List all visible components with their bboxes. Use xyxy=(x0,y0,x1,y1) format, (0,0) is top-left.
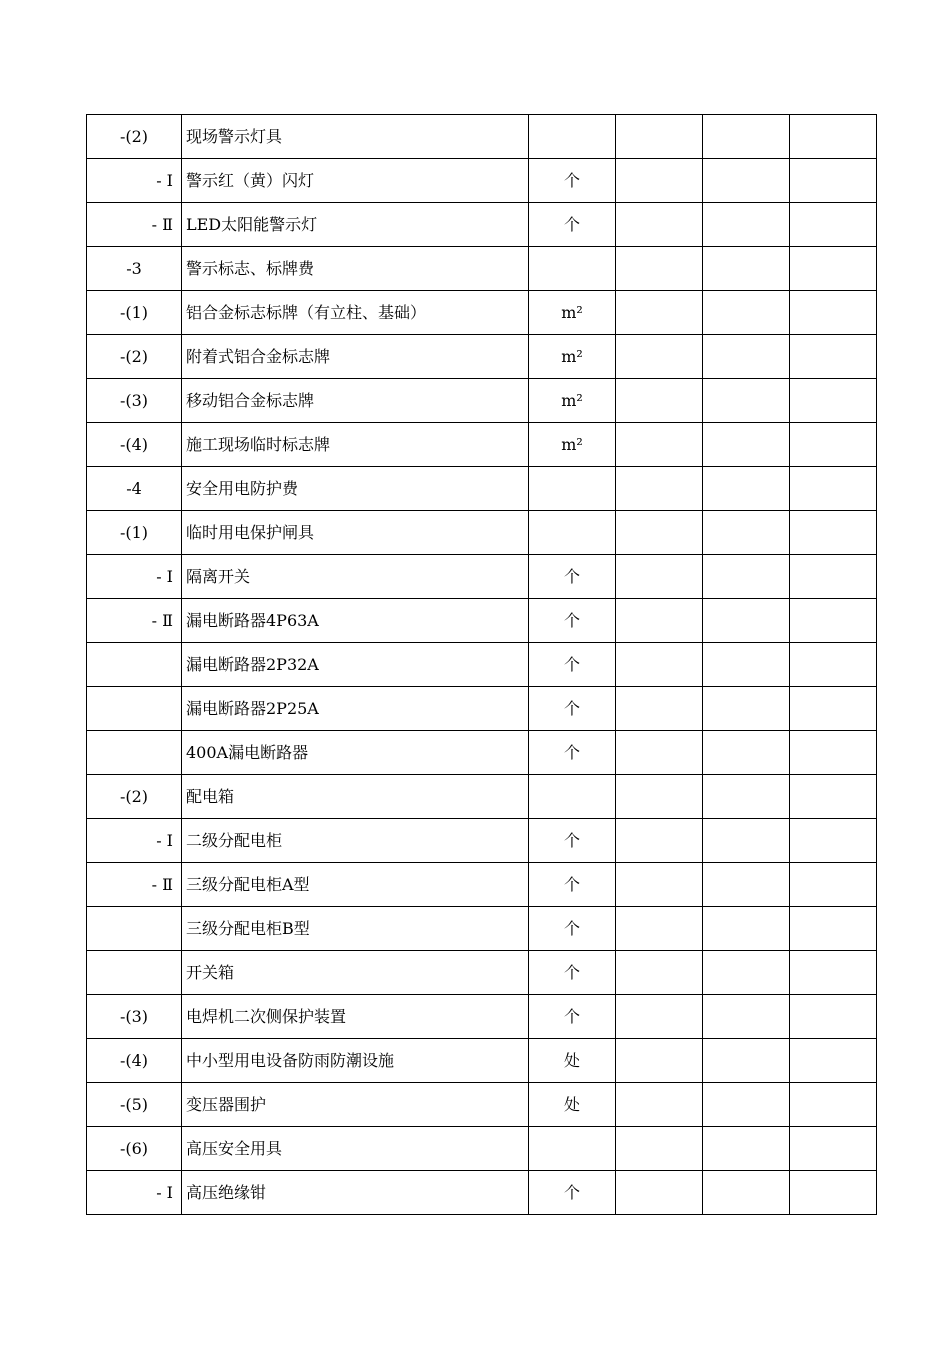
empty-cell xyxy=(703,775,790,819)
item-name: 变压器围护 xyxy=(182,1083,529,1127)
item-code: -(4) xyxy=(87,423,182,467)
table-row xyxy=(87,1039,877,1083)
item-code xyxy=(87,907,182,951)
item-unit: 个 xyxy=(529,555,616,599)
empty-cell xyxy=(616,643,703,687)
item-code: - Ⅱ xyxy=(87,863,182,907)
table-row xyxy=(87,819,877,863)
item-unit xyxy=(529,511,616,555)
table-row xyxy=(87,467,877,511)
empty-cell xyxy=(703,907,790,951)
empty-cell xyxy=(790,643,877,687)
empty-cell xyxy=(790,687,877,731)
item-name: 400A漏电断路器 xyxy=(182,731,529,775)
item-unit xyxy=(529,775,616,819)
item-name: 警示红（黄）闪灯 xyxy=(182,159,529,203)
empty-cell xyxy=(703,203,790,247)
item-unit: 个 xyxy=(529,687,616,731)
empty-cell xyxy=(703,159,790,203)
item-unit: m² xyxy=(529,291,616,335)
empty-cell xyxy=(703,423,790,467)
item-code: - Ⅰ xyxy=(87,159,182,203)
empty-cell xyxy=(790,423,877,467)
item-name: 现场警示灯具 xyxy=(182,115,529,159)
table-row xyxy=(87,599,877,643)
empty-cell xyxy=(703,115,790,159)
empty-cell xyxy=(616,687,703,731)
item-unit: 个 xyxy=(529,159,616,203)
empty-cell xyxy=(616,599,703,643)
empty-cell xyxy=(703,1171,790,1215)
empty-cell xyxy=(616,335,703,379)
item-unit: m² xyxy=(529,423,616,467)
empty-cell xyxy=(790,863,877,907)
table-row xyxy=(87,555,877,599)
item-unit: 个 xyxy=(529,819,616,863)
table-row xyxy=(87,379,877,423)
item-name: 二级分配电柜 xyxy=(182,819,529,863)
item-name: 漏电断路器4P63A xyxy=(182,599,529,643)
empty-cell xyxy=(790,291,877,335)
table-row xyxy=(87,731,877,775)
empty-cell xyxy=(790,203,877,247)
item-code: -4 xyxy=(87,467,182,511)
item-code: -(2) xyxy=(87,115,182,159)
item-unit xyxy=(529,115,616,159)
table-row xyxy=(87,863,877,907)
empty-cell xyxy=(703,555,790,599)
empty-cell xyxy=(703,511,790,555)
empty-cell xyxy=(790,731,877,775)
item-name: 附着式铝合金标志牌 xyxy=(182,335,529,379)
item-unit: m² xyxy=(529,379,616,423)
empty-cell xyxy=(616,379,703,423)
empty-cell xyxy=(616,115,703,159)
item-name: 移动铝合金标志牌 xyxy=(182,379,529,423)
empty-cell xyxy=(703,819,790,863)
table-row xyxy=(87,291,877,335)
item-code: -(3) xyxy=(87,379,182,423)
empty-cell xyxy=(703,1083,790,1127)
item-code: - Ⅰ xyxy=(87,819,182,863)
empty-cell xyxy=(790,775,877,819)
table-row xyxy=(87,247,877,291)
item-name: 配电箱 xyxy=(182,775,529,819)
empty-cell xyxy=(790,1127,877,1171)
item-name: 施工现场临时标志牌 xyxy=(182,423,529,467)
item-name: 三级分配电柜A型 xyxy=(182,863,529,907)
empty-cell xyxy=(616,1039,703,1083)
item-code: -(1) xyxy=(87,511,182,555)
empty-cell xyxy=(616,423,703,467)
empty-cell xyxy=(703,643,790,687)
empty-cell xyxy=(703,731,790,775)
empty-cell xyxy=(616,467,703,511)
item-unit: 处 xyxy=(529,1083,616,1127)
empty-cell xyxy=(790,1171,877,1215)
empty-cell xyxy=(616,775,703,819)
item-name: 漏电断路器2P32A xyxy=(182,643,529,687)
empty-cell xyxy=(790,907,877,951)
item-code: -(6) xyxy=(87,1127,182,1171)
empty-cell xyxy=(703,335,790,379)
item-unit: 个 xyxy=(529,599,616,643)
table-row xyxy=(87,1083,877,1127)
item-code: -(2) xyxy=(87,335,182,379)
empty-cell xyxy=(616,1171,703,1215)
empty-cell xyxy=(790,951,877,995)
empty-cell xyxy=(703,1127,790,1171)
item-code: -(5) xyxy=(87,1083,182,1127)
table-row xyxy=(87,995,877,1039)
empty-cell xyxy=(790,599,877,643)
item-unit: 个 xyxy=(529,203,616,247)
empty-cell xyxy=(703,863,790,907)
table-row xyxy=(87,511,877,555)
item-name: 警示标志、标牌费 xyxy=(182,247,529,291)
item-name: LED太阳能警示灯 xyxy=(182,203,529,247)
table-row xyxy=(87,423,877,467)
empty-cell xyxy=(616,1083,703,1127)
empty-cell xyxy=(616,203,703,247)
item-name: 开关箱 xyxy=(182,951,529,995)
empty-cell xyxy=(703,467,790,511)
item-unit: 个 xyxy=(529,995,616,1039)
table-row xyxy=(87,1171,877,1215)
item-code: - Ⅰ xyxy=(87,1171,182,1215)
empty-cell xyxy=(790,467,877,511)
item-code: - Ⅱ xyxy=(87,599,182,643)
item-name: 隔离开关 xyxy=(182,555,529,599)
empty-cell xyxy=(616,247,703,291)
empty-cell xyxy=(703,247,790,291)
item-name: 中小型用电设备防雨防潮设施 xyxy=(182,1039,529,1083)
item-code: -3 xyxy=(87,247,182,291)
item-name: 安全用电防护费 xyxy=(182,467,529,511)
item-unit: 个 xyxy=(529,643,616,687)
table-row xyxy=(87,203,877,247)
item-unit: 个 xyxy=(529,907,616,951)
item-name: 电焊机二次侧保护装置 xyxy=(182,995,529,1039)
item-code: -(2) xyxy=(87,775,182,819)
item-unit xyxy=(529,467,616,511)
empty-cell xyxy=(703,687,790,731)
item-unit: 处 xyxy=(529,1039,616,1083)
empty-cell xyxy=(790,819,877,863)
item-code: - Ⅱ xyxy=(87,203,182,247)
empty-cell xyxy=(616,863,703,907)
empty-cell xyxy=(790,115,877,159)
item-unit: 个 xyxy=(529,731,616,775)
empty-cell xyxy=(616,511,703,555)
empty-cell xyxy=(790,1039,877,1083)
empty-cell xyxy=(790,555,877,599)
empty-cell xyxy=(703,995,790,1039)
empty-cell xyxy=(790,247,877,291)
item-name: 铝合金标志标牌（有立柱、基础） xyxy=(182,291,529,335)
item-code: -(3) xyxy=(87,995,182,1039)
empty-cell xyxy=(616,951,703,995)
item-unit xyxy=(529,247,616,291)
item-code: -(1) xyxy=(87,291,182,335)
empty-cell xyxy=(790,159,877,203)
empty-cell xyxy=(616,731,703,775)
empty-cell xyxy=(616,907,703,951)
item-unit: 个 xyxy=(529,863,616,907)
item-code xyxy=(87,951,182,995)
cost-table-body xyxy=(87,115,877,1215)
empty-cell xyxy=(790,379,877,423)
empty-cell xyxy=(790,1083,877,1127)
empty-cell xyxy=(616,1127,703,1171)
item-code xyxy=(87,687,182,731)
table-row xyxy=(87,159,877,203)
cost-table xyxy=(86,114,877,1215)
empty-cell xyxy=(790,995,877,1039)
item-name: 漏电断路器2P25A xyxy=(182,687,529,731)
table-row xyxy=(87,335,877,379)
table-row xyxy=(87,643,877,687)
item-code xyxy=(87,731,182,775)
empty-cell xyxy=(703,379,790,423)
empty-cell xyxy=(616,291,703,335)
item-name: 临时用电保护闸具 xyxy=(182,511,529,555)
item-code xyxy=(87,643,182,687)
table-row xyxy=(87,951,877,995)
item-name: 高压安全用具 xyxy=(182,1127,529,1171)
empty-cell xyxy=(790,511,877,555)
item-unit: m² xyxy=(529,335,616,379)
empty-cell xyxy=(703,599,790,643)
item-name: 三级分配电柜B型 xyxy=(182,907,529,951)
empty-cell xyxy=(790,335,877,379)
empty-cell xyxy=(616,555,703,599)
item-code: - Ⅰ xyxy=(87,555,182,599)
item-name: 高压绝缘钳 xyxy=(182,1171,529,1215)
empty-cell xyxy=(703,1039,790,1083)
empty-cell xyxy=(616,819,703,863)
table-row xyxy=(87,907,877,951)
empty-cell xyxy=(703,951,790,995)
table-row xyxy=(87,775,877,819)
item-unit: 个 xyxy=(529,1171,616,1215)
empty-cell xyxy=(616,995,703,1039)
empty-cell xyxy=(616,159,703,203)
empty-cell xyxy=(703,291,790,335)
item-code: -(4) xyxy=(87,1039,182,1083)
table-row xyxy=(87,115,877,159)
table-row xyxy=(87,687,877,731)
item-unit: 个 xyxy=(529,951,616,995)
item-unit xyxy=(529,1127,616,1171)
table-row xyxy=(87,1127,877,1171)
